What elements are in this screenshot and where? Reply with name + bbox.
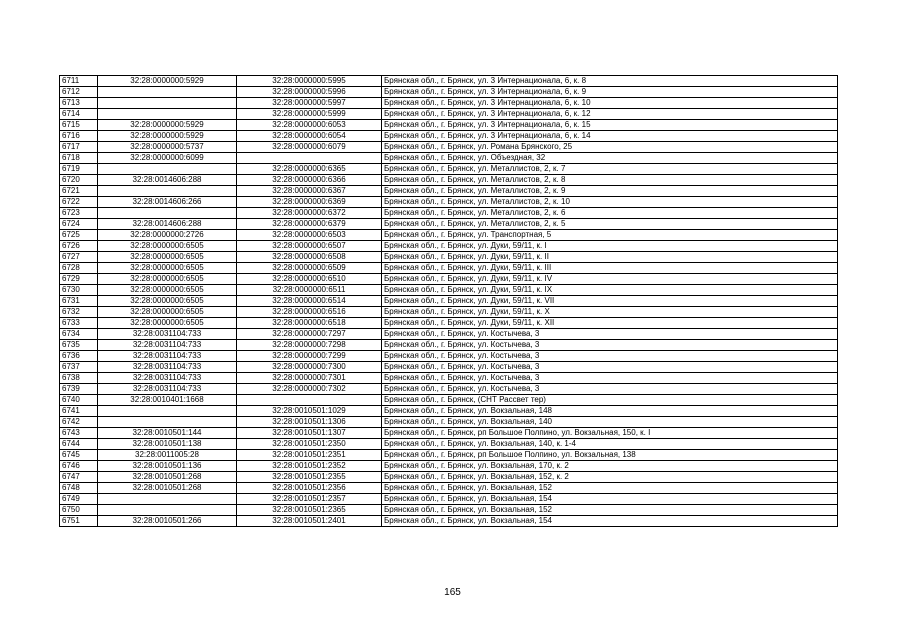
address-cell: Брянская обл., г. Брянск, ул. Металлистов, 2, к. 8 [382,175,838,186]
row-number-cell: 6735 [60,340,98,351]
object-cadastral-number-cell: 32:28:0010501:2357 [237,494,382,505]
table-row [60,428,838,439]
row-number-cell: 6739 [60,384,98,395]
row-number-cell: 6720 [60,175,98,186]
address-cell: Брянская обл., г. Брянск, ул. Дуки, 59/11, к. X [382,307,838,318]
parcel-cadastral-number-cell: 32:28:0010501:268 [98,472,237,483]
address-cell: Брянская обл., г. Брянск, ул. Костычева, 3 [382,329,838,340]
row-number-cell: 6729 [60,274,98,285]
parcel-cadastral-number-cell [98,494,237,505]
row-number-cell: 6737 [60,362,98,373]
parcel-cadastral-number-cell: 32:28:0010401:1668 [98,395,237,406]
parcel-cadastral-number-cell [98,505,237,516]
cadastral-register-table [59,75,838,527]
parcel-cadastral-number-cell: 32:28:0031104:733 [98,340,237,351]
parcel-cadastral-number-cell: 32:28:0000000:6505 [98,296,237,307]
address-cell: Брянская обл., г. Брянск, ул. Костычева, 3 [382,373,838,384]
row-number-cell: 6743 [60,428,98,439]
address-cell: Брянская обл., г. Брянск, ул. Дуки, 59/11, к. IX [382,285,838,296]
address-cell: Брянская обл., г. Брянск, ул. Металлистов, 2, к. 6 [382,208,838,219]
address-cell: Брянская обл., г. Брянск, ул. Дуки, 59/11, к. VII [382,296,838,307]
address-cell: Брянская обл., г. Брянск, рп Большое Полпино, ул. Вокзальная, 150, к. I [382,428,838,439]
row-number-cell: 6712 [60,87,98,98]
row-number-cell: 6740 [60,395,98,406]
address-cell: Брянская обл., г. Брянск, ул. 3 Интернационала, 6, к. 14 [382,131,838,142]
address-cell: Брянская обл., г. Брянск, ул. Костычева, 3 [382,340,838,351]
address-cell: Брянская обл., г. Брянск, (СНТ Рассвет тер) [382,395,838,406]
table-row [60,516,838,527]
address-cell: Брянская обл., г. Брянск, ул. Костычева, 3 [382,384,838,395]
object-cadastral-number-cell: 32:28:0000000:7297 [237,329,382,340]
parcel-cadastral-number-cell: 32:28:0010501:266 [98,516,237,527]
row-number-cell: 6725 [60,230,98,241]
address-cell: Брянская обл., г. Брянск, ул. Вокзальная, 154 [382,516,838,527]
parcel-cadastral-number-cell: 32:28:0000000:6505 [98,263,237,274]
row-number-cell: 6731 [60,296,98,307]
row-number-cell: 6713 [60,98,98,109]
parcel-cadastral-number-cell: 32:28:0010501:138 [98,439,237,450]
row-number-cell: 6736 [60,351,98,362]
address-cell: Брянская обл., г. Брянск, ул. Дуки, 59/11, к. XII [382,318,838,329]
row-number-cell: 6711 [60,76,98,87]
table-body [60,76,838,527]
address-cell: Брянская обл., г. Брянск, ул. Металлистов, 2, к. 5 [382,219,838,230]
parcel-cadastral-number-cell: 32:28:0010501:268 [98,483,237,494]
table-row [60,318,838,329]
row-number-cell: 6742 [60,417,98,428]
table-row [60,439,838,450]
parcel-cadastral-number-cell: 32:28:0014606:288 [98,219,237,230]
parcel-cadastral-number-cell: 32:28:0031104:733 [98,373,237,384]
row-number-cell: 6734 [60,329,98,340]
row-number-cell: 6714 [60,109,98,120]
table-row [60,197,838,208]
table-row [60,76,838,87]
parcel-cadastral-number-cell: 32:28:0000000:6099 [98,153,237,164]
row-number-cell: 6722 [60,197,98,208]
object-cadastral-number-cell: 32:28:0010501:2350 [237,439,382,450]
row-number-cell: 6719 [60,164,98,175]
table-row [60,241,838,252]
table-row [60,340,838,351]
parcel-cadastral-number-cell: 32:28:0014606:266 [98,197,237,208]
row-number-cell: 6727 [60,252,98,263]
table-row [60,109,838,120]
parcel-cadastral-number-cell: 32:28:0000000:6505 [98,318,237,329]
table-row [60,395,838,406]
row-number-cell: 6751 [60,516,98,527]
address-cell: Брянская обл., г. Брянск, ул. Романа Брянского, 25 [382,142,838,153]
object-cadastral-number-cell: 32:28:0000000:5999 [237,109,382,120]
address-cell: Брянская обл., г. Брянск, ул. Дуки, 59/11, к. III [382,263,838,274]
address-cell: Брянская обл., г. Брянск, ул. Костычева, 3 [382,362,838,373]
parcel-cadastral-number-cell: 32:28:0000000:5929 [98,131,237,142]
parcel-cadastral-number-cell [98,87,237,98]
row-number-cell: 6724 [60,219,98,230]
table-row [60,472,838,483]
object-cadastral-number-cell: 32:28:0000000:6372 [237,208,382,219]
table-row [60,219,838,230]
parcel-cadastral-number-cell: 32:28:0014606:288 [98,175,237,186]
object-cadastral-number-cell: 32:28:0000000:7299 [237,351,382,362]
address-cell: Брянская обл., г. Брянск, ул. Вокзальная, 148 [382,406,838,417]
address-cell: Брянская обл., г. Брянск, ул. Объездная, 32 [382,153,838,164]
parcel-cadastral-number-cell: 32:28:0031104:733 [98,384,237,395]
object-cadastral-number-cell: 32:28:0000000:6507 [237,241,382,252]
object-cadastral-number-cell: 32:28:0000000:7300 [237,362,382,373]
table-row [60,417,838,428]
row-number-cell: 6738 [60,373,98,384]
table-row [60,494,838,505]
address-cell: Брянская обл., г. Брянск, ул. Дуки, 59/11, к. II [382,252,838,263]
address-cell: Брянская обл., г. Брянск, ул. 3 Интернационала, 6, к. 15 [382,120,838,131]
table-row [60,252,838,263]
parcel-cadastral-number-cell: 32:28:0010501:136 [98,461,237,472]
address-cell: Брянская обл., г. Брянск, ул. Дуки, 59/11, к. I [382,241,838,252]
address-cell: Брянская обл., г. Брянск, ул. Транспортная, 5 [382,230,838,241]
address-cell: Брянская обл., г. Брянск, ул. Металлистов, 2, к. 7 [382,164,838,175]
table-row [60,98,838,109]
parcel-cadastral-number-cell: 32:28:0000000:6505 [98,285,237,296]
table-row [60,208,838,219]
object-cadastral-number-cell [237,153,382,164]
parcel-cadastral-number-cell: 32:28:0000000:6505 [98,241,237,252]
parcel-cadastral-number-cell: 32:28:0031104:733 [98,351,237,362]
parcel-cadastral-number-cell [98,186,237,197]
table-row [60,307,838,318]
table-row [60,450,838,461]
row-number-cell: 6746 [60,461,98,472]
parcel-cadastral-number-cell [98,406,237,417]
object-cadastral-number-cell: 32:28:0010501:2355 [237,472,382,483]
object-cadastral-number-cell: 32:28:0000000:6054 [237,131,382,142]
table-row [60,461,838,472]
parcel-cadastral-number-cell: 32:28:0000000:5929 [98,120,237,131]
address-cell: Брянская обл., г. Брянск, ул. Вокзальная, 154 [382,494,838,505]
object-cadastral-number-cell: 32:28:0000000:5997 [237,98,382,109]
row-number-cell: 6732 [60,307,98,318]
row-number-cell: 6716 [60,131,98,142]
object-cadastral-number-cell: 32:28:0000000:7301 [237,373,382,384]
address-cell: Брянская обл., г. Брянск, ул. Костычева, 3 [382,351,838,362]
object-cadastral-number-cell: 32:28:0000000:6079 [237,142,382,153]
parcel-cadastral-number-cell [98,417,237,428]
address-cell: Брянская обл., г. Брянск, ул. Вокзальная, 152, к. 2 [382,472,838,483]
object-cadastral-number-cell: 32:28:0000000:6510 [237,274,382,285]
row-number-cell: 6750 [60,505,98,516]
address-cell: Брянская обл., г. Брянск, ул. 3 Интернационала, 6, к. 10 [382,98,838,109]
table-row [60,505,838,516]
table-row [60,164,838,175]
address-cell: Брянская обл., г. Брянск, ул. Вокзальная, 170, к. 2 [382,461,838,472]
address-cell: Брянская обл., г. Брянск, ул. Вокзальная, 140, к. 1-4 [382,439,838,450]
table-row [60,373,838,384]
table-row [60,483,838,494]
table-row [60,406,838,417]
table-row [60,384,838,395]
address-cell: Брянская обл., г. Брянск, ул. Вокзальная, 140 [382,417,838,428]
object-cadastral-number-cell: 32:28:0000000:6379 [237,219,382,230]
row-number-cell: 6723 [60,208,98,219]
table-row [60,175,838,186]
object-cadastral-number-cell: 32:28:0000000:7298 [237,340,382,351]
parcel-cadastral-number-cell: 32:28:0000000:5737 [98,142,237,153]
object-cadastral-number-cell: 32:28:0000000:5995 [237,76,382,87]
table-row [60,329,838,340]
object-cadastral-number-cell: 32:28:0000000:7302 [237,384,382,395]
object-cadastral-number-cell: 32:28:0010501:1029 [237,406,382,417]
object-cadastral-number-cell: 32:28:0010501:1307 [237,428,382,439]
table-row [60,87,838,98]
row-number-cell: 6748 [60,483,98,494]
address-cell: Брянская обл., г. Брянск, ул. 3 Интернационала, 6, к. 8 [382,76,838,87]
object-cadastral-number-cell: 32:28:0000000:5996 [237,87,382,98]
object-cadastral-number-cell: 32:28:0010501:2356 [237,483,382,494]
object-cadastral-number-cell: 32:28:0000000:6367 [237,186,382,197]
parcel-cadastral-number-cell [98,164,237,175]
parcel-cadastral-number-cell [98,208,237,219]
row-number-cell: 6744 [60,439,98,450]
table-row [60,351,838,362]
address-cell: Брянская обл., г. Брянск, рп Большое Полпино, ул. Вокзальная, 138 [382,450,838,461]
object-cadastral-number-cell: 32:28:0010501:2401 [237,516,382,527]
object-cadastral-number-cell: 32:28:0000000:6503 [237,230,382,241]
row-number-cell: 6715 [60,120,98,131]
parcel-cadastral-number-cell: 32:28:0031104:733 [98,362,237,373]
address-cell: Брянская обл., г. Брянск, ул. 3 Интернационала, 6, к. 9 [382,87,838,98]
table-row [60,186,838,197]
object-cadastral-number-cell [237,395,382,406]
table-row [60,362,838,373]
row-number-cell: 6730 [60,285,98,296]
parcel-cadastral-number-cell: 32:28:0010501:144 [98,428,237,439]
parcel-cadastral-number-cell [98,98,237,109]
row-number-cell: 6733 [60,318,98,329]
address-cell: Брянская обл., г. Брянск, ул. Металлистов, 2, к. 10 [382,197,838,208]
address-cell: Брянская обл., г. Брянск, ул. Дуки, 59/11, к. IV [382,274,838,285]
row-number-cell: 6745 [60,450,98,461]
parcel-cadastral-number-cell: 32:28:0000000:6505 [98,274,237,285]
object-cadastral-number-cell: 32:28:0010501:2351 [237,450,382,461]
table-row [60,142,838,153]
row-number-cell: 6718 [60,153,98,164]
address-cell: Брянская обл., г. Брянск, ул. Вокзальная, 152 [382,505,838,516]
row-number-cell: 6721 [60,186,98,197]
table-row [60,153,838,164]
address-cell: Брянская обл., г. Брянск, ул. Вокзальная, 152 [382,483,838,494]
object-cadastral-number-cell: 32:28:0010501:2352 [237,461,382,472]
table-row [60,230,838,241]
table-row [60,296,838,307]
address-cell: Брянская обл., г. Брянск, ул. 3 Интернационала, 6, к. 12 [382,109,838,120]
page-number: 165 [444,587,461,598]
row-number-cell: 6728 [60,263,98,274]
table-row [60,274,838,285]
row-number-cell: 6741 [60,406,98,417]
row-number-cell: 6726 [60,241,98,252]
object-cadastral-number-cell: 32:28:0000000:6365 [237,164,382,175]
address-cell: Брянская обл., г. Брянск, ул. Металлистов, 2, к. 9 [382,186,838,197]
parcel-cadastral-number-cell: 32:28:0000000:6505 [98,307,237,318]
object-cadastral-number-cell: 32:28:0010501:2365 [237,505,382,516]
parcel-cadastral-number-cell: 32:28:0000000:6505 [98,252,237,263]
parcel-cadastral-number-cell: 32:28:0000000:2726 [98,230,237,241]
object-cadastral-number-cell: 32:28:0000000:6509 [237,263,382,274]
object-cadastral-number-cell: 32:28:0000000:6518 [237,318,382,329]
object-cadastral-number-cell: 32:28:0010501:1306 [237,417,382,428]
table-row [60,263,838,274]
object-cadastral-number-cell: 32:28:0000000:6369 [237,197,382,208]
object-cadastral-number-cell: 32:28:0000000:6366 [237,175,382,186]
object-cadastral-number-cell: 32:28:0000000:6508 [237,252,382,263]
object-cadastral-number-cell: 32:28:0000000:6516 [237,307,382,318]
object-cadastral-number-cell: 32:28:0000000:6053 [237,120,382,131]
object-cadastral-number-cell: 32:28:0000000:6514 [237,296,382,307]
parcel-cadastral-number-cell: 32:28:0000000:5929 [98,76,237,87]
row-number-cell: 6747 [60,472,98,483]
parcel-cadastral-number-cell: 32:28:0011005:28 [98,450,237,461]
table-row [60,131,838,142]
table-row [60,285,838,296]
object-cadastral-number-cell: 32:28:0000000:6511 [237,285,382,296]
row-number-cell: 6749 [60,494,98,505]
table-row [60,120,838,131]
row-number-cell: 6717 [60,142,98,153]
parcel-cadastral-number-cell [98,109,237,120]
parcel-cadastral-number-cell: 32:28:0031104:733 [98,329,237,340]
